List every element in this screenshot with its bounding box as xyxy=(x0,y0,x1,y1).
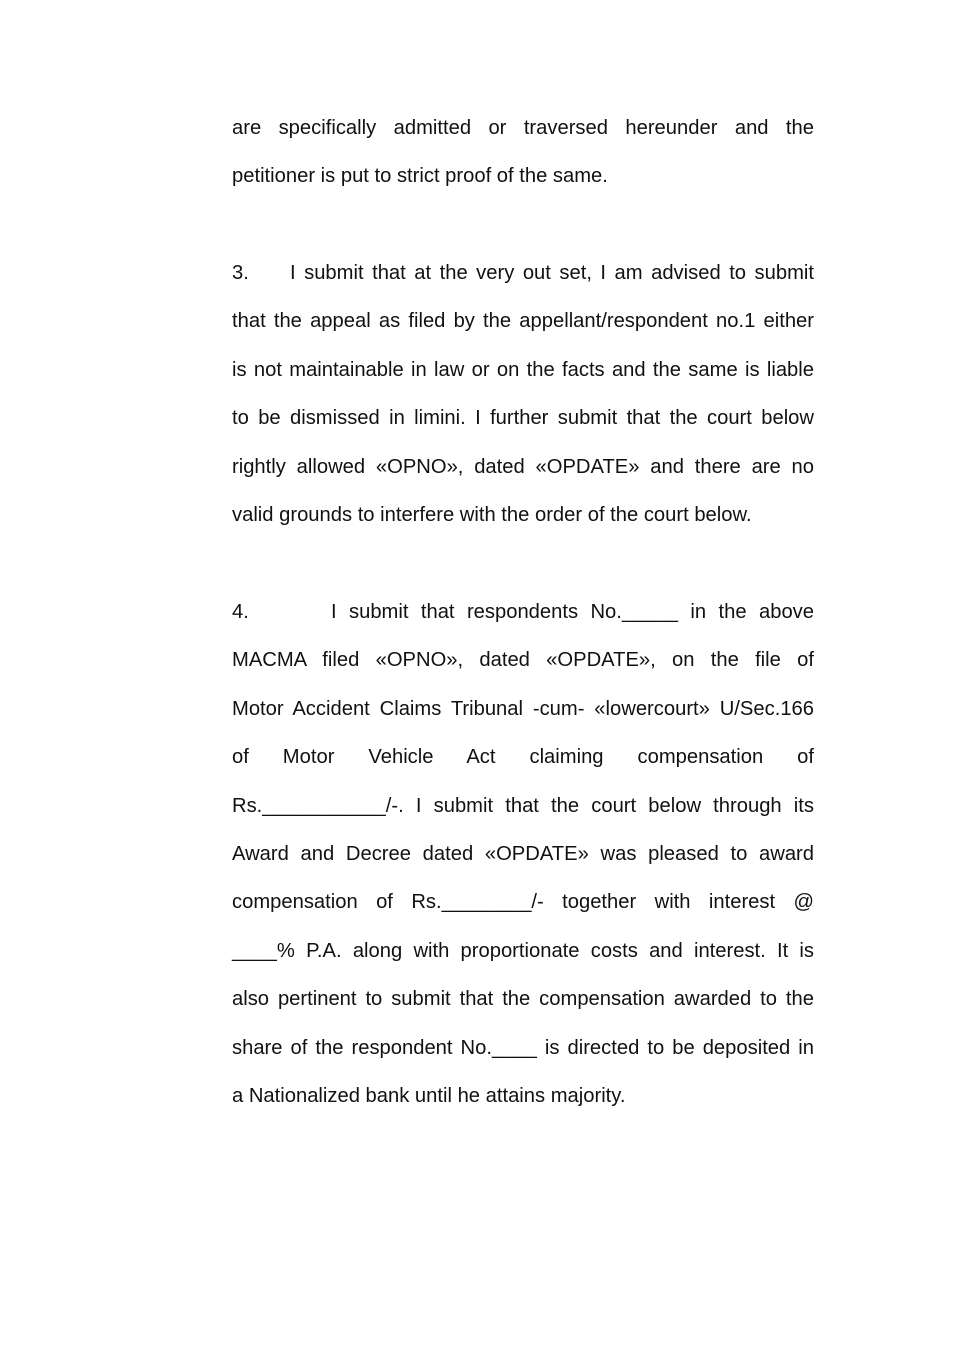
paragraph-number: 4. xyxy=(232,601,249,623)
paragraph-line: to be dismissed in limini. I further submit that the court below xyxy=(232,407,814,430)
paragraph-line: Award and Decree dated «OPDATE» was pleased to award xyxy=(232,843,814,866)
paragraph-line: Motor Accident Claims Tribunal -cum- «lowercourt» U/Sec.166 xyxy=(232,697,814,720)
paragraph-line: ____% P.A. along with proportionate costs and interest. It is xyxy=(232,939,814,962)
paragraph-line: is not maintainable in law or on the facts and the same is liable xyxy=(232,358,814,381)
paragraph-3 xyxy=(232,249,814,539)
paragraph-line: MACMA filed «OPNO», dated «OPDATE», on the file of xyxy=(232,649,814,672)
paragraph-first-line xyxy=(232,249,814,297)
paragraph-line: a Nationalized bank until he attains majority. xyxy=(232,1085,626,1108)
paragraph-line: I submit that at the very out set, I am advised to submit xyxy=(290,262,814,284)
paragraph-line: petitioner is put to strict proof of the same. xyxy=(232,165,608,188)
paragraph-line: that the appeal as filed by the appellant/respondent no.1 either xyxy=(232,310,814,333)
paragraph-4 xyxy=(232,588,814,1120)
paragraph-first-line xyxy=(232,588,814,636)
paragraph-line: are specifically admitted or traversed hereunder and the xyxy=(232,117,814,139)
paragraph-line: also pertinent to submit that the compensation awarded to the xyxy=(232,988,814,1011)
paragraph-line: compensation of Rs.________/- together with interest @ xyxy=(232,891,814,914)
paragraph-line: of Motor Vehicle Act claiming compensation of xyxy=(232,746,814,769)
paragraph-line: I submit that respondents No._____ in the above xyxy=(331,601,814,623)
continuation-paragraph xyxy=(232,104,814,201)
paragraph-number: 3. xyxy=(232,262,249,284)
paragraph-line: share of the respondent No.____ is directed to be deposited in xyxy=(232,1036,814,1059)
paragraph-line: Rs.___________/-. I submit that the court below through its xyxy=(232,794,814,817)
paragraph-line: valid grounds to interfere with the order of the court below. xyxy=(232,504,752,527)
paragraph-line: rightly allowed «OPNO», dated «OPDATE» and there are no xyxy=(232,455,814,478)
